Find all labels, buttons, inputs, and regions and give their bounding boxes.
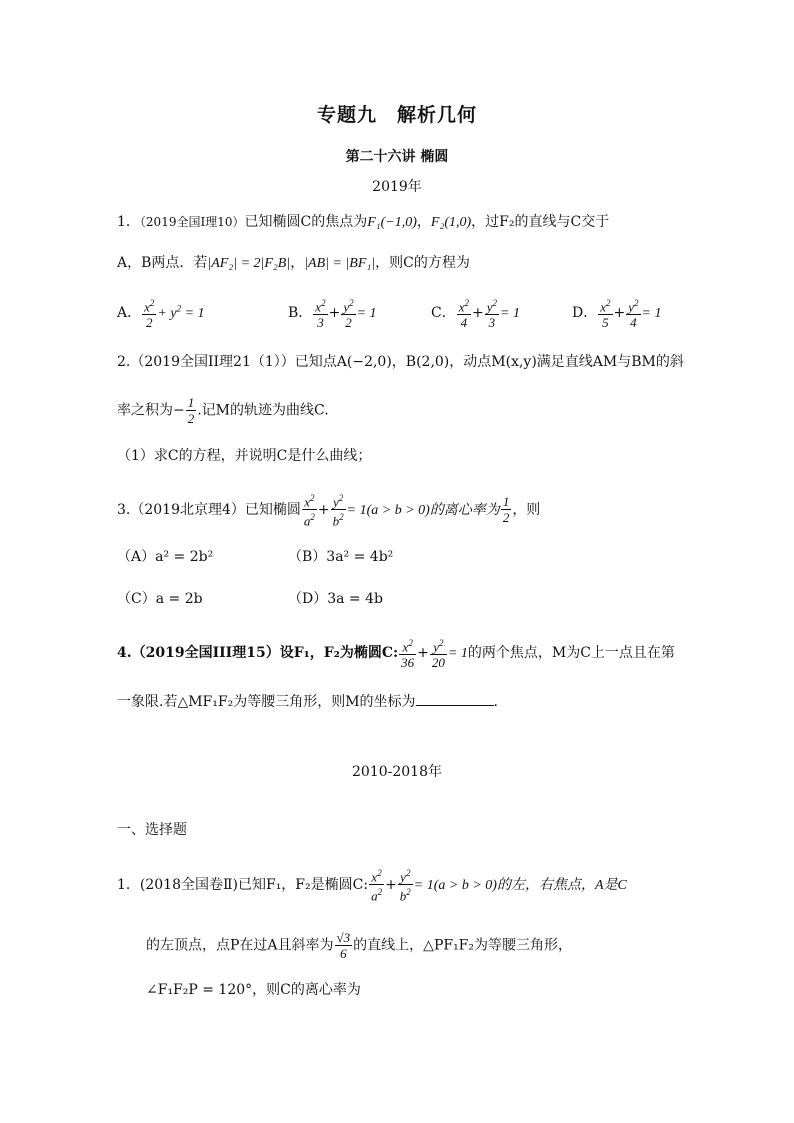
q1-option-c[interactable]: C． $\frac{x^2}{4}$ + $\frac{y^2}{3}$ = 1 xyxy=(431,298,520,331)
q1-option-b[interactable]: B． $\frac{x^2}{3}$ + $\frac{y^2}{2}$ = 1 xyxy=(288,298,377,331)
q3-option-d[interactable]: （D）3a = 4b xyxy=(288,591,383,607)
section-heading-choice: 一、选择题 xyxy=(117,822,187,838)
q3-option-a[interactable]: （A）a² = 2b² xyxy=(117,549,214,565)
year-heading-2019: 2019年 xyxy=(372,179,422,195)
q4-line2: 一象限.若△MF₁F₂为等腰三角形，则M的坐标为 . xyxy=(117,691,498,712)
q3-line1: 3.（2019北京理4）已知椭圆 $\frac{x^2}{a^2}$ + $\frac{y^2}{b^2}$ = 1(a > b > 0)的离心率为 $\frac{1}{2}$ ，则 xyxy=(117,493,541,529)
answer-blank[interactable] xyxy=(416,691,494,706)
q3-option-b[interactable]: （B）3a² = 4b² xyxy=(288,549,394,565)
q2-line2: 率之积为− $\frac{1}{2}$ .记M的轨迹为曲线C. xyxy=(117,395,329,426)
q2018-line2: 的左顶点，点P在过A且斜率为 $\frac{√3}{6}$ 的直线上，△PF₁F₂为等腰三角形， xyxy=(146,930,573,961)
q4-line1: 4.（2019全国III理15）设F₁，F₂为椭圆C: $\frac{x^2}{36}$ + $\frac{y^2}{20}$ = 1的两个焦点，M为C上一点且在第 xyxy=(117,638,675,671)
q2018-line1: 1．(2018全国卷Ⅱ)已知F₁，F₂是椭圆C: $\frac{x^2}{a^2}$ + $\frac{y^2}{b^2}$ = 1(a > b > 0)的左，右焦点，A是C xyxy=(117,868,627,904)
q2-line1: 2.（2019全国II理21（1））已知点A(−2,0)，B(2,0)，动点M(x,y)满足直线AM与BM的斜 xyxy=(117,354,684,370)
q3-option-c[interactable]: （C）a = 2b xyxy=(117,591,203,607)
q2-line3: （1）求C的方程，并说明C是什么曲线； xyxy=(117,448,372,464)
q1-line2: A，B两点．若|AF₂| = 2|F₂B|，|AB| = |BF₁|，则C的方程为 xyxy=(117,255,470,271)
page-title: 专题九 解析几何 xyxy=(316,104,477,126)
lecture-subtitle: 第二十六讲 椭圆 xyxy=(345,149,449,165)
q1-option-a[interactable]: A． $\frac{x^2}{2}$ + $y^2 = 1$ xyxy=(117,298,205,331)
year-heading-2010-2018: 2010-2018年 xyxy=(352,764,442,780)
q1-line1: 1．（2019全国Ⅰ理10）已知椭圆C的焦点为F₁(−1,0)，F₂(1,0)，过F₂的直线与C交于 xyxy=(117,214,610,230)
q2018-line3: ∠F₁F₂P = 120°，则C的离心率为 xyxy=(146,982,361,998)
q1-option-d[interactable]: D． $\frac{x^2}{5}$ + $\frac{y^2}{4}$ = 1 xyxy=(572,298,662,331)
